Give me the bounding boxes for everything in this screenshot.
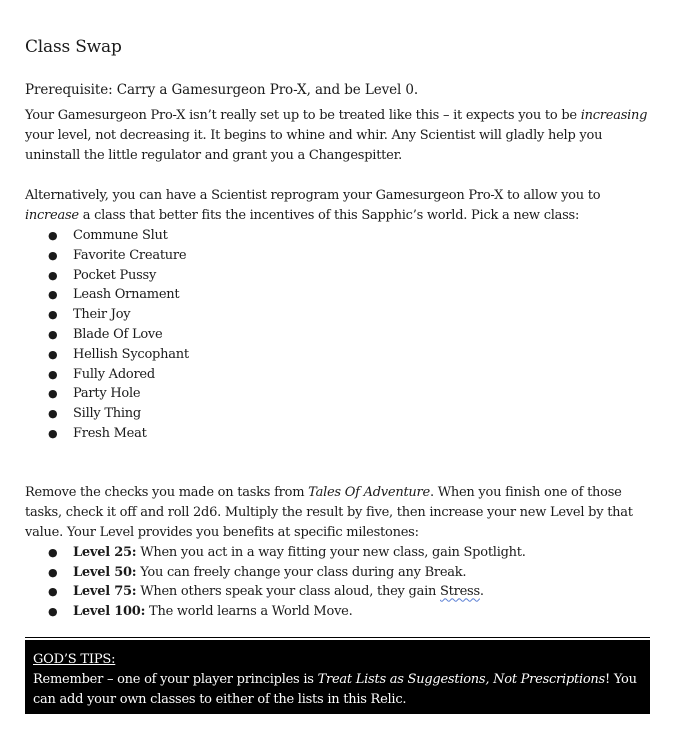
list-item-label: Their Joy — [73, 307, 131, 323]
paragraph-milestones-text-2: . When you finish one of those tasks, check it off and roll 2d6. Multiply the result by five, then increase your new Level by that value. Your Level provides you benefits at specific milestones: — [25, 484, 633, 540]
bullet-icon: ● — [48, 387, 58, 401]
bullet-icon: ● — [48, 347, 58, 361]
list-item-label: Silly Thing — [73, 406, 142, 422]
bullet-icon: ● — [48, 545, 58, 559]
list-item-label: Commune Slut — [73, 228, 168, 243]
tips-text-2: ! You can add your own classes to either of the lists in this Relic. — [33, 672, 637, 707]
bullet-icon: ● — [48, 288, 58, 302]
milestone-text: The world learns a World Move. — [145, 604, 353, 620]
bullet-icon: ● — [48, 407, 58, 421]
milestone-label: Level 100: — [73, 604, 146, 620]
milestone-text: When you act in a way fitting your new class, gain Spotlight. — [136, 544, 526, 560]
paragraph-milestones-emphasis: Tales Of Adventure — [308, 484, 430, 500]
class-list — [25, 226, 650, 444]
paragraph-intro-text-2: your level, not decreasing it. It begins to whine and whir. Any Scientist will gladly help you uninstall the little regulator and grant you a Changespitter. — [25, 128, 603, 163]
list-item — [25, 325, 650, 345]
milestone-text: You can freely change your class during any Break. — [136, 564, 467, 580]
bullet-icon: ● — [48, 426, 58, 440]
bullet-icon: ● — [48, 605, 58, 619]
paragraph-alternative-emphasis: increase — [25, 208, 79, 223]
spellcheck-word: Stress — [440, 584, 480, 600]
paragraph-milestones-text-1: Remove the checks you made on tasks from — [25, 484, 309, 500]
bullet-icon: ● — [48, 367, 58, 381]
list-item-label: Party Hole — [73, 386, 141, 402]
bullet-icon: ● — [48, 229, 58, 242]
milestone-label: Level 75: — [73, 584, 137, 600]
paragraph-alternative-text-1: Alternatively, you can have a Scientist reprogram your Gamesurgeon Pro-X to allow you to — [25, 188, 601, 203]
milestone-label: Level 25: — [73, 544, 137, 560]
milestone-label: Level 50: — [73, 564, 137, 580]
list-item — [25, 246, 650, 266]
bullet-icon: ● — [48, 327, 58, 341]
list-item — [25, 266, 650, 286]
list-item — [25, 345, 650, 365]
milestone-list — [25, 543, 650, 622]
paragraph-intro-emphasis: increasing — [580, 108, 648, 123]
milestone-item — [25, 543, 650, 563]
page-title: Class Swap — [25, 37, 122, 57]
list-item — [25, 404, 650, 424]
list-item — [25, 384, 650, 404]
tips-emphasis: Treat Lists as Suggestions, Not Prescriptions — [317, 672, 605, 687]
paragraph-alternative — [25, 186, 650, 226]
bullet-icon: ● — [48, 308, 58, 322]
list-item — [25, 226, 650, 246]
milestone-item — [25, 582, 650, 602]
gods-tips-box — [25, 638, 650, 714]
list-item-label: Pocket Pussy — [73, 267, 157, 283]
prerequisite-line: Prerequisite: Carry a Gamesurgeon Pro-X, and be Level 0. — [25, 82, 419, 98]
list-item — [25, 424, 650, 444]
tips-text — [33, 670, 642, 710]
list-item-label: Leash Ornament — [73, 287, 180, 303]
milestone-item — [25, 563, 650, 583]
milestone-text-end: . — [479, 584, 484, 600]
milestone-text: When others speak your class aloud, they gain — [136, 584, 440, 600]
tips-heading: GOD’S TIPS: — [33, 652, 116, 667]
milestone-item — [25, 602, 650, 622]
list-item-label: Fresh Meat — [73, 425, 147, 441]
list-item — [25, 285, 650, 305]
tips-text-1: Remember – one of your player principles is — [33, 672, 318, 687]
bullet-icon: ● — [48, 565, 58, 579]
bullet-icon: ● — [48, 585, 58, 599]
bullet-icon: ● — [48, 248, 58, 262]
document-page — [25, 36, 650, 622]
list-item — [25, 305, 650, 325]
list-item — [25, 365, 650, 385]
paragraph-intro-text-1: Your Gamesurgeon Pro-X isn’t really set up to be treated like this – it expects you to be — [25, 108, 581, 123]
paragraph-alternative-text-2: a class that better fits the incentives of this Sapphic’s world. Pick a new class: — [78, 208, 580, 223]
list-item-label: Hellish Sycophant — [73, 346, 189, 362]
list-item-label: Blade Of Love — [73, 326, 163, 342]
list-item-label: Favorite Creature — [73, 247, 187, 263]
paragraph-intro — [25, 106, 650, 166]
list-item-label: Fully Adored — [73, 366, 155, 382]
paragraph-milestones-intro — [25, 483, 650, 543]
bullet-icon: ● — [48, 268, 58, 282]
